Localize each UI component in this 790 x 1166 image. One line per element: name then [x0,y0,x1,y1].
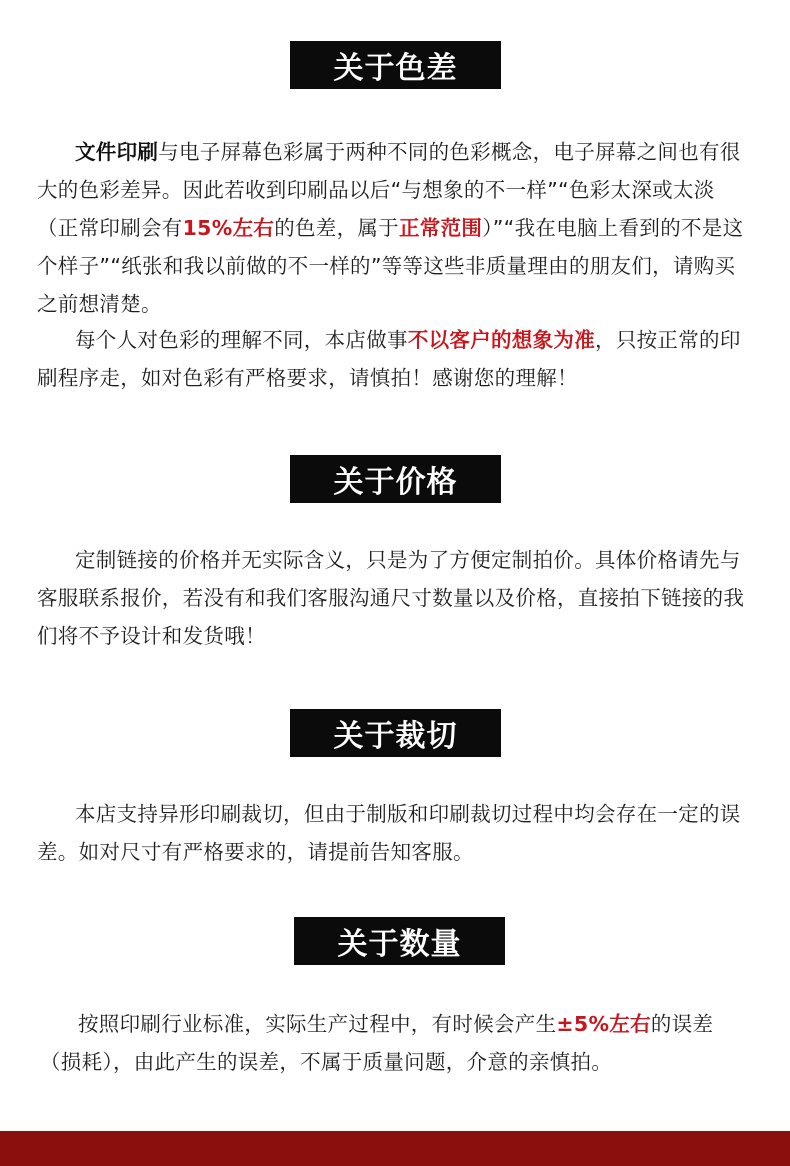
color-text-b: 的色差，属于 [274,216,399,240]
color-text-a: 与电子屏幕色彩属于两种不同的色彩概念，电子屏幕之间也有很大的色彩差异。因此若收到印刷品以后“与想象的不一样”“色彩太深或太淡（正常印刷会有 [37,140,741,240]
color-highlight-normal-range: 正常范围 [399,216,483,240]
footer-bar [0,1131,790,1166]
cutting-paragraph: 本店支持异形印刷裁切，但由于制版和印刷裁切过程中均会存在一定的误差。如对尺寸有严格要求的，请提前告知客服。 [37,802,741,864]
section-title-color: 关于色差 [290,41,501,89]
section-title-quantity: 关于数量 [294,917,505,965]
quantity-highlight-5pct: ±5%左右 [556,1012,651,1036]
color-p2-text-a: 每个人对色彩的理解不同，本店做事 [75,328,408,352]
color-paragraph-2 [37,321,749,397]
color-lead-text: 文件印刷 [75,140,159,164]
color-text-c: ）”“我在电脑上看到的不是这个样子”“纸张和我以前做的不一样的”等等这些非质量理由的朋友们，请购买之前想清楚。 [37,216,744,316]
color-p2-text-b: ，只按正常的印刷程序走，如对色彩有严格要求，请慎拍！感谢您的理解！ [37,328,741,390]
color-paragraph-1 [37,133,749,323]
color-p2-highlight: 不以客户的想象为准 [407,328,596,352]
color-highlight-15pct: 15%左右 [182,216,275,240]
section-title-price: 关于价格 [290,455,501,503]
section-title-cutting: 关于裁切 [290,709,501,757]
quantity-text-a: 按照印刷行业标准，实际生产过程中，有时候会产生 [78,1012,557,1036]
quantity-paragraph [40,1005,752,1081]
price-paragraph: 定制链接的价格并无实际含义，只是为了方便定制拍价。具体价格请先与客服联系报价，若没有和我们客服沟通尺寸数量以及价格，直接拍下链接的我们将不予设计和发货哦！ [37,548,745,648]
quantity-text-b: 的误差（损耗），由此产生的误差，不属于质量问题，介意的亲慎拍。 [40,1012,714,1074]
